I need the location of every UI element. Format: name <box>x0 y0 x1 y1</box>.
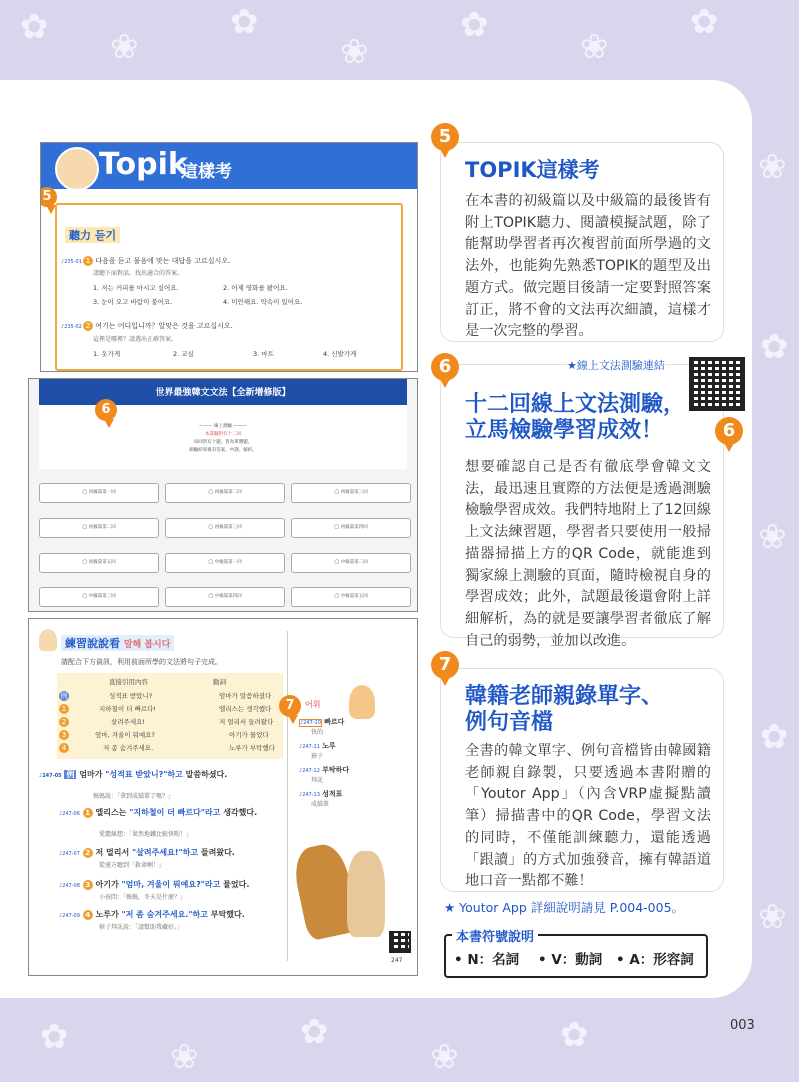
card-title: 十二回線上文法測驗， <box>465 392 686 417</box>
app-footnote: ★ Youtor App 詳細說明請見 P.004-005。 <box>444 900 685 915</box>
page-number: 003 <box>730 1018 755 1033</box>
flower-icon: ✿ <box>760 327 789 367</box>
legend-adjective: • A：形容詞 <box>616 952 694 968</box>
table-row: 2 살려주세요! 저 멀리서 들려왔다 <box>59 717 69 727</box>
flower-icon: ✿ <box>230 2 259 42</box>
online-test-preview <box>28 378 418 612</box>
qr-code[interactable] <box>689 357 745 411</box>
boy-illustration <box>39 629 57 651</box>
card-title: 例句音檔 <box>465 710 554 735</box>
table-row: 1 지하철이 더 빠르다! 엘리스는 생각했다 <box>59 704 69 714</box>
option: 4. 미안해요. 약속이 있어요. <box>223 298 303 306</box>
topik-title-zh: 這樣考 <box>181 162 232 182</box>
symbol-legend <box>444 930 708 978</box>
qr-label: ★線上文法測驗連結 <box>567 359 665 372</box>
legend-title: 本書符號說明 <box>452 926 538 945</box>
vocab-item: ♪247-12 부탁하다 <box>299 766 350 774</box>
badge-6-qr: 6 <box>715 417 743 445</box>
badge-7: 7 <box>431 651 459 679</box>
flower-icon: ❀ <box>580 27 609 67</box>
question-2: 2 여기는 어디입니까？알맞은 것을 고르십시오. <box>83 321 233 331</box>
example-sentence: ♪247-05 例 엄마가 "성적표 받았니?"하고 말씀하셨다. <box>39 770 228 779</box>
page-number-preview: 247 <box>391 957 403 964</box>
practice-cn: 愛麗絲想：「果然地鐵比較快喔！」 <box>99 831 193 838</box>
vocab-cn: 獐子 <box>311 753 324 760</box>
test-round-button[interactable]: ◯ 初級篇第二回 <box>165 483 285 503</box>
option: 2. 교실 <box>173 350 194 358</box>
table-header: 直接引用內容 <box>109 678 148 686</box>
test-title: 世界最強韓文文法【全新增修版】 <box>155 388 291 398</box>
badge-6-preview: 6 <box>95 399 117 421</box>
vocab-item: ♪247-13 성적표 <box>299 790 343 798</box>
test-line: 本書隨附有十二回 <box>205 432 241 437</box>
card-title: 韓籍老師親錄單字、 <box>465 684 664 709</box>
test-line: ——— 線上測驗 ——— <box>199 424 247 429</box>
track-label: ♪235-02 <box>61 324 82 330</box>
flower-icon: ❀ <box>340 32 369 72</box>
flower-icon: ✿ <box>760 717 789 757</box>
practice-cn: 獐子拜託說：「請幫助我藏好。」 <box>99 924 184 931</box>
qr-code-small[interactable] <box>389 931 411 953</box>
flower-icon: ❀ <box>758 897 787 937</box>
flower-icon: ❀ <box>170 1037 199 1077</box>
flower-icon: ❀ <box>758 517 787 557</box>
test-round-button[interactable]: ◯ 中級篇第一回 <box>165 553 285 573</box>
card-body: 想要確認自己是否有徹底學會韓文文法，最迅速且實際的方法便是透過測驗檢驗學習成效。我們特地附上了12回線上文法練習題，學習者只要使用一般掃描器掃描上方的QR Code，就能進到獨家線上測驗的頁面，隨時檢視自身的學習成效；此外，試題最後還會附上詳細解析，為的就是要讓學習者徹底了解自己的弱勢，並加以改進。 <box>465 459 711 649</box>
card-title: 立馬檢驗學習成效！ <box>465 418 664 443</box>
divider <box>287 631 288 961</box>
test-line: 測驗結束後有答案、中譯、解析。 <box>189 448 257 453</box>
card-body: 全書的韓文單字、例句音檔皆由韓國籍老師親自錄製，只要透過本書附贈的「Youtor App」（內含VRP虛擬點讀筆）掃描書中的QR Code，學習文法的同時，不僅能訓練聽力，還能透過「跟讀」的方式加強發音，擁有韓語道地口音一點都不難！ <box>465 743 711 890</box>
vocab-cn: 快的 <box>311 729 324 736</box>
practice-sentence: ♪247-09 4 노루가 "저 좀 숨겨주세요."하고 부탁했다. <box>59 910 245 919</box>
card-body: 在本書的初級篇以及中級篇的最後皆有附上TOPIK聽力、閱讀模擬試題，除了能幫助學習者再次複習前面所學過的文法外，也能夠先熟悉TOPIK的題型及出題方式。做完題目後請一定要對照答案訂正，將不會的文法再次細讀，這樣才是一次完整的學習。 <box>465 193 711 340</box>
test-round-button[interactable]: ◯ 中級篇第二回 <box>291 553 411 573</box>
badge-7-preview: 7 <box>279 695 301 717</box>
flower-icon: ✿ <box>460 5 489 45</box>
test-round-button[interactable]: ◯ 中級篇第五回 <box>291 587 411 607</box>
table-row: 4 저 좀 숨겨주세요. 노루가 부탁했다 <box>59 743 69 753</box>
badge-5-preview: 5 <box>40 187 57 207</box>
test-round-button[interactable]: ◯ 初級篇第五回 <box>39 553 159 573</box>
flower-icon: ✿ <box>40 1017 69 1057</box>
legend-noun: • N：名詞 <box>454 952 520 968</box>
badge-5: 5 <box>431 123 459 151</box>
table-row: 例 성적표 받았니? 엄마가 말씀하셨다 <box>60 692 272 700</box>
track-label: ♪235-01 <box>61 259 82 265</box>
card-online-test <box>438 356 736 649</box>
flower-icon: ❀ <box>430 1037 459 1077</box>
table-header: 動詞 <box>213 678 226 686</box>
vocab-cn: 拜託 <box>311 777 324 784</box>
question-2-cn: 這裡是哪裡？請選出正確答案。 <box>93 336 178 343</box>
test-round-button[interactable]: ◯ 中級篇第三回 <box>39 587 159 607</box>
topik-preview <box>40 142 418 372</box>
option: 1. 옷가게 <box>93 350 121 358</box>
flower-icon: ❀ <box>110 27 139 67</box>
girl-illustration <box>55 147 99 191</box>
topik-title: Topik <box>99 147 188 182</box>
option: 2. 어제 영화를 봤어요. <box>223 284 288 292</box>
practice-cn: 從遠方聽到「救命啊！」 <box>99 862 166 869</box>
practice-instruction: 請配合下方資訊，利用前面所學的文法將句子完成。 <box>61 658 222 666</box>
legend-verb: • V：動詞 <box>538 952 603 968</box>
flower-icon: ✿ <box>300 1012 329 1052</box>
flower-icon: ✿ <box>560 1015 589 1055</box>
test-round-button[interactable]: ◯ 中級篇第四回 <box>165 587 285 607</box>
test-round-button[interactable]: ◯ 初級篇第一回 <box>39 483 159 503</box>
card-title: TOPIK這樣考 <box>465 158 600 182</box>
badge-6: 6 <box>431 353 459 381</box>
deer-illustration <box>347 851 385 937</box>
practice-sentence: ♪247-07 2 저 멀리서 "살려주세요!"하고 들려왔다. <box>59 848 235 857</box>
listening-label: 聽力 듣기 <box>65 227 120 243</box>
practice-cn: 小孩問：「媽媽，冬天是什麼？」 <box>99 894 187 901</box>
test-round-button[interactable]: ◯ 初級篇第三回 <box>291 483 411 503</box>
flower-icon: ✿ <box>690 2 719 42</box>
practice-sentence: ♪247-06 1 엘리스는 "지하철이 더 빠르다"라고 생각했다. <box>59 808 258 817</box>
practice-title: 練習說說看 말해 봅시다 <box>61 635 174 651</box>
practice-sentence: ♪247-08 3 아기가 "엄마, 겨울이 뭐예요?"라고 물었다. <box>59 880 250 889</box>
question-1-cn: 請聽下面對話，找出適合的答案。 <box>93 270 184 277</box>
test-round-button[interactable]: ◯ 初級篇第三回 <box>165 518 285 538</box>
test-round-button[interactable]: ◯ 初級篇第四回 <box>291 518 411 538</box>
card-audio <box>438 654 724 892</box>
vocab-item: ♪247-11 노루 <box>299 742 336 750</box>
question-1: 1 다음을 듣고 물음에 맞는 대답을 고르십시오. <box>83 256 230 266</box>
table-row: 3 엄마, 겨울이 뭐예요? 아기가 물었다 <box>59 730 69 740</box>
option: 1. 저는 커피를 마시고 싶어요. <box>93 284 179 292</box>
vocab-title: 어휘 <box>305 700 321 709</box>
practice-preview <box>28 618 418 976</box>
example-cn: 媽媽說：「拿到成績單了嗎？」 <box>93 793 175 800</box>
test-line: 每回皆有十題，皆為單選題。 <box>193 440 253 445</box>
card-topik <box>438 126 724 342</box>
flower-icon: ❀ <box>758 147 787 187</box>
test-round-button[interactable]: ◯ 初級篇第二回 <box>39 518 159 538</box>
option: 3. 눈이 오고 바람이 불어요. <box>93 298 173 306</box>
vocab-cn: 成績單 <box>311 801 330 808</box>
option: 4. 신발가게 <box>323 350 357 358</box>
flower-icon: ✿ <box>20 7 49 47</box>
girl-illustration <box>349 685 375 719</box>
vocab-item: ♪247-10 빠르다 <box>300 718 345 726</box>
option: 3. 마트 <box>253 350 274 358</box>
